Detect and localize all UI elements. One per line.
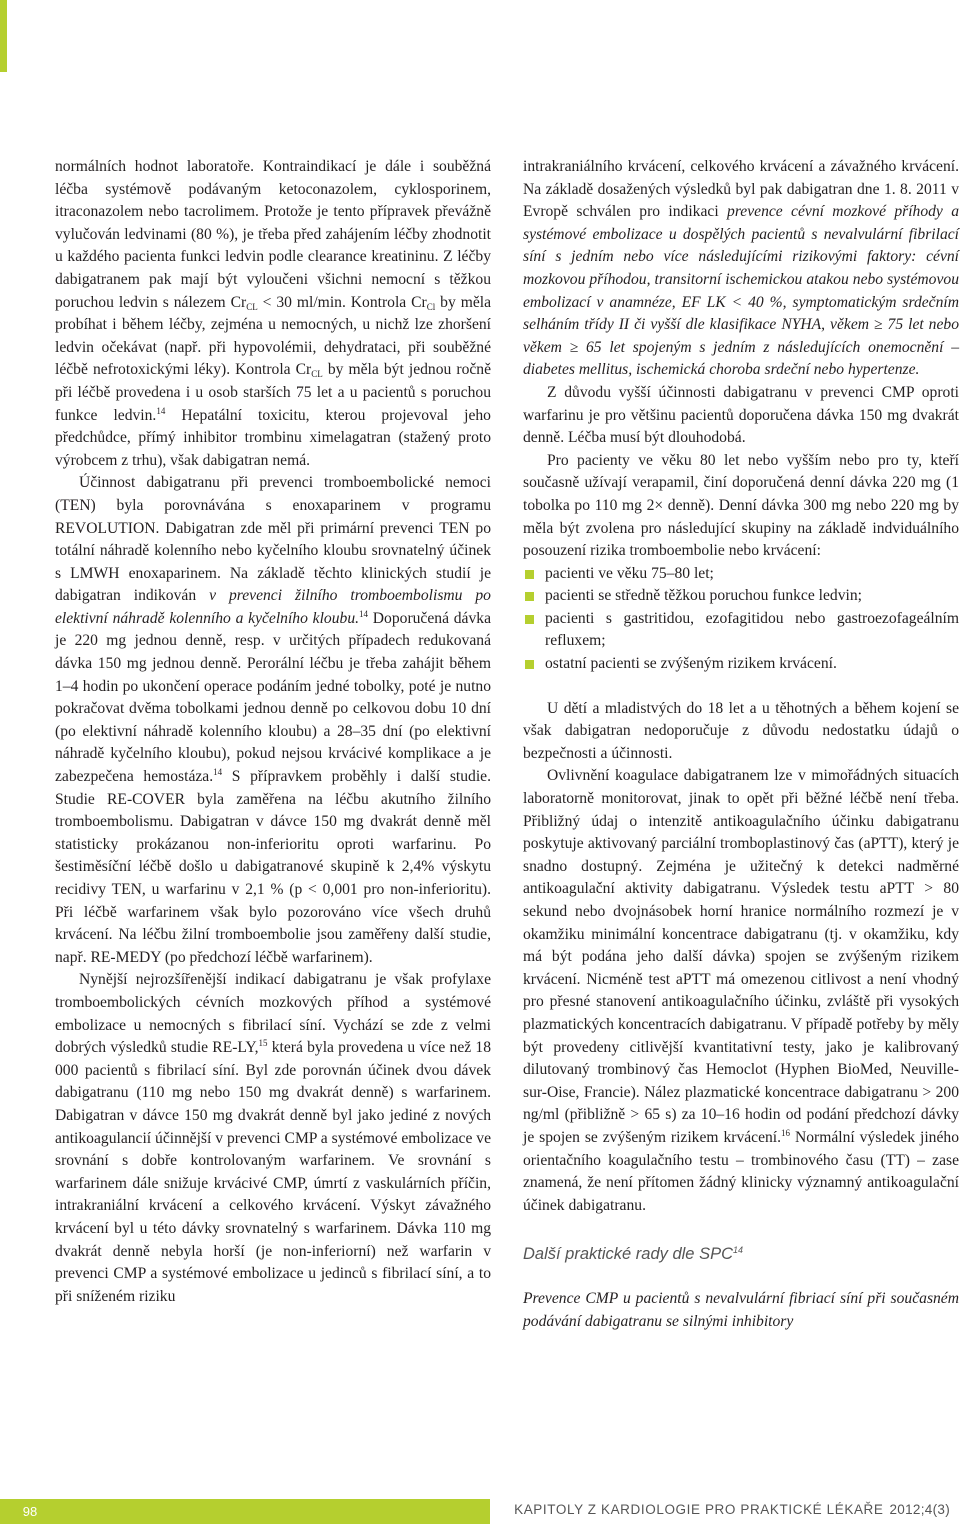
page-footer: [0, 1499, 960, 1524]
page-number: 98: [0, 1499, 60, 1524]
citation: 16: [781, 1127, 791, 1138]
citation: 14: [733, 1245, 744, 1256]
accent-bar: [0, 0, 7, 72]
paragraph: U dětí a mladistvých do 18 let a u těhotných a během kojení se však dabigatran nedoporučuje z důvodu nedostatku údajů o bezpečnosti a účinnosti.: [523, 699, 959, 762]
bullet-list: [523, 563, 959, 676]
citation: 14: [359, 608, 369, 619]
section-heading: Další praktické rady dle SPC$^{14}$: [523, 1245, 744, 1264]
paragraph: normálních hodnot laboratoře. Kontraindikací je dále i souběžná léčba systémově podávaným ketoconazolem, cyklosporinem, itraconazolem nebo tacrolimem. Protože je tento přípravek převážně vylučován ledvinami (80 %), je třeba před zahájením léčby zhodnotit u každého pacienta funkci ledvin podle clearance kreatininu. Z léčby dabigatranem pak mají být vyloučeni všichni nemocní s těžkou poruchou ledvin s nálezem $Cr_{CL} < 30$ ml/min. Kontrola $Cr_{Cl}$ by měla probíhat i během léčby, zejména u nemocných, u nichž lze zhoršení ledvin očekávat (např. při hypovolémii, dehydrataci, při souběžné léčbě nefrotoxickými léky). Kontrola $Cr_{CL}$ by měla být jednou ročně při léčbě provedena i u osob starších 75 let a u pacientů s poruchou funkce ledvin.$^{14}$ Hepatální toxicitu, kterou projevoval jeho předchůdce, přímý inhibitor trombinu ximelagatran (stažený proto výrobcem z trhu), však dabigatran nemá.: [55, 158, 492, 469]
citation: 14: [213, 767, 223, 778]
paragraph: Pro pacienty ve věku 80 let nebo vyšším nebo pro ty, kteří současně užívají verapamil, činí doporučená denní dávka 220 mg (1 tobolka po 110 mg 2× denně). Denní dávka 300 mg nebo 220 mg by měla být zvolena pro následující skupiny na základě indviduálního posouzení rizika tromboembolie nebo krvácení:: [523, 451, 959, 560]
footer-divider: [60, 1499, 490, 1524]
journal-title: KAPITOLY Z KARDIOLOGIE PRO PRAKTICKÉ LÉKAŘE 2012;4(3): [514, 1502, 950, 1517]
right-column: [523, 156, 959, 1333]
list-item: ostatní pacienti se zvýšeným rizikem krvácení.: [523, 653, 959, 676]
issue-number: 2012;4(3): [889, 1502, 950, 1517]
paragraph: Účinnost dabigatranu při prevenci tromboembolické nemoci (TEN) byla porovnávána s enoxaparinem v programu REVOLUTION. Dabigatran zde měl při primární prevenci TEN po totální náhradě kolenního nebo kyčelního kloubu srovnatelný účinek s LMWH enoxaparinem. Na základě těchto klinických studií je dabigatran indikován v prevenci žilního tromboembolismu po elektivní náhradě kolenního a kyčelního kloubu.$^{14}$ Doporučená dávka je 220 mg jednou denně, resp. v určitých případech redukovaná dávka 150 mg jednou denně. Perorální léčbu je třeba zahájit během 1–4 hodin po ukončení operace podáním jedné tobolky, poté je nutno pokračovat dvěma tobolkami jednou denně po celkovou dobu 10 dní (po elektivní náhradě kolenního kloubu) a 28–35 dní (po elektivní náhradě kyčelního kloubu), pokud nejsou krvácivé komplikace a je zabezpečena hemostáza.$^{14}$ S přípravkem proběhly i další studie. Studie RE-COVER byla zaměřena na léčbu akutního žilního tromboembolismu. Dabigatran v dávce 150 mg dvakrát denně měl statisticky prokázanou non-inferioritu oproti warfarinu. Po šestiměsíční léčbě došlo u dabigatranové skupině k 2,4% výskytu recidivy TEN, u warfarinu v 2,1 % (p < 0,001 pro non-inferioritu). Při léčbě warfarinem však bylo pozorováno více všech druhů krvácení. Na léčbu žilní tromboembolie jsou zaměřeny další studie, např. RE-MEDY (po předchozí léčbě warfarinem).: [55, 474, 491, 966]
paragraph: Nynější nejrozšířenější indikací dabigatranu je však profylaxe tromboembolických cévních mozkových příhod a systémové embolizace u nemocných s fibrilací síní. Vychází se zde z velmi dobrých výsledků studie RE-LY,$^{15}$ která byla provedena u více než 18 000 pacientů s fibrilací síní. Byl zde porovnán účinek dvou dávek dabigatranu (110 mg nebo 150 mg dvakrát denně) s warfarinem. Dabigatran v dávce 150 mg dvakrát denně byl jako jediné z nových antikoagulancií účinnější v prevenci CMP a systémové embolizace ve srovnání s dobře kontrolovaným warfarinem. Ve srovnání s warfarinem dále snižuje krvácivé CMP, úmrtí z vaskulárních příčin, intrakraniální krvácení a celkového krvácení. Výskyt závažného krvácení byl u této dávky srovnatelný s warfarinem. Dávka 110 mg dvakrát denně nebyla horší (je non-inferiorní) než warfarin v prevenci CMP a systémové embolizace u jedinců s fibrilací síní, a to při sníženém riziku: [55, 971, 491, 1305]
list-item: pacienti s gastritidou, ezofagitidou nebo gastroezofageálním refluxem;: [523, 608, 959, 653]
paragraph: Ovlivnění koagulace dabigatranem lze v mimořádných situacích laboratorně monitorovat, jinak to opět při běžné léčbě není třeba. Přibližný údaj o intenzitě antikoagulačního účinku dabigatranu poskytuje aktivovaný parciální tromboplastinový čas (aPTT), který je snadno dostupný. Zejména je užitečný k detekci nadměrné antikoagulační aktivity dabigatranu. Výsledek testu aPTT > 80 sekund nebo dvojnásobek horní hranice normálního rozmezí je v okamžiku minimální koncentrace dabigatranu (tj. v okamžiku, kdy má být podána jeho další dávka) spojen se zvýšeným rizikem krvácení. Nicméně test aPTT má omezenou citlivost a není vhodný pro přesné stanovení antikoagulačního účinku, zvláště při vysokých plazmatických koncentracích dabigatranu. V případě potřeby by měly být provedeny citlivější kvantitativní testy, jako je kalibrovaný dilutovaný trombinový čas Hemoclot (Hyphen BioMed, Neuville-sur-Oise, Francie). Nález plazmatické koncentrace dabigatranu > 200 ng/ml (přibližně > 65 s) za 10–16 hodin od podání předchozí dávky je spojen se zvýšeným rizikem krvácení.$^{16}$ Normální výsledek jiného orientačního koagulačního testu – trombinového času (TT) – zase znamená, že není přítomen žádný klinicky významný antikoagulační účinek dabigatranu.: [523, 767, 959, 1214]
citation: 15: [258, 1038, 268, 1049]
citation: 14: [156, 405, 166, 416]
paragraph: Z důvodu vyšší účinnosti dabigatranu v prevenci CMP oproti warfarinu je pro většinu pacientů doporučena dávka 150 mg dvakrát denně. Léčba musí být dlouhodobá.: [523, 383, 959, 447]
paragraph: intrakraniálního krvácení, celkového krvácení a závažného krvácení. Na základě dosažených výsledků byl pak dabigatran dne 1. 8. 2011 v Evropě schválen pro indikaci prevence cévní mozkové příhody a systémové embolizace u dospělých pacientů s nevalvulární fibrilací síní s jedním nebo více následujícími rizikovými faktory: cévní mozkovou příhodou, transitorní ischemickou atakou nebo systémovou embolizací v anamnéze, EF LK < 40 %, symptomatickým srdečním selháním třídy II či vyšší dle klasifikace NYHA, věkem ≥ 75 let nebo věkem ≥ 65 let spojeným s jedním z následujících onemocnění – diabetes mellitus, ischemická choroba srdeční nebo hypertenze.: [523, 158, 959, 379]
paragraph: Prevence CMP u pacientů s nevalvulární fibriací síní při současném podávání dabigatranu se silnými inhibitory: [523, 1289, 959, 1330]
list-item: pacienti se středně těžkou poruchou funkce ledvin;: [523, 585, 959, 608]
list-item: pacienti ve věku 75–80 let;: [523, 563, 959, 586]
left-column: [55, 156, 491, 1308]
